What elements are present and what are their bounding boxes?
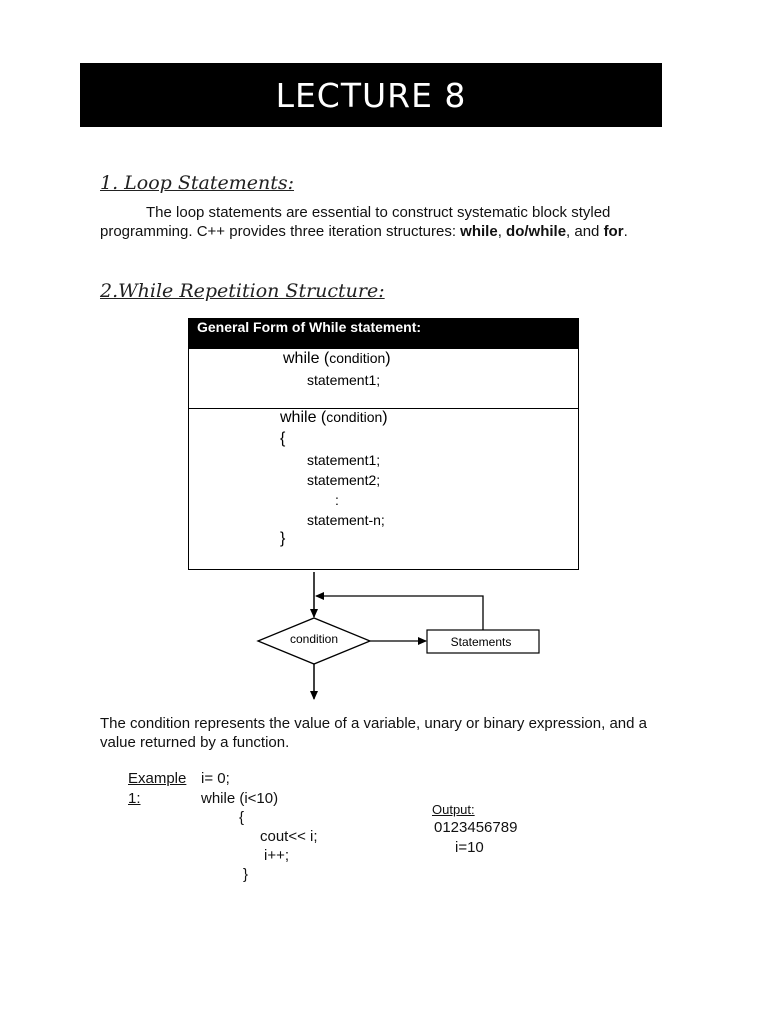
separator: , [497, 223, 507, 240]
flow-loop-back-arrow [316, 596, 483, 630]
section-heading-loop-statements: 1. Loop Statements: [100, 172, 295, 194]
form1-statement: statement1; [307, 372, 381, 388]
keyword-do-while: do/while [506, 223, 567, 240]
example-code-line-2: while (i<10) [201, 790, 279, 807]
close-brace: } [280, 530, 286, 547]
lecture-title-text: LECTURE 8 [275, 75, 467, 115]
output-final-value: i=10 [455, 839, 484, 856]
statements-label: Statements [450, 635, 512, 649]
close-paren: ) [385, 350, 391, 367]
condition-label: condition [289, 632, 339, 646]
keyword-while: while [460, 223, 498, 240]
form2-statement1: statement1; [307, 452, 381, 468]
intro-text: The loop statements are essential to construct systematic block styled programming. C++ provides three iteration structures: [100, 204, 611, 240]
while-keyword: while ( [283, 350, 330, 367]
example-code-line-3: { [239, 809, 245, 826]
condition-text: condition [326, 409, 383, 425]
example-number: 1: [128, 790, 141, 807]
period: . [623, 223, 628, 240]
example-code-line-4: cout<< i; [260, 828, 318, 845]
section-heading-while-structure: 2.While Repetition Structure: [100, 280, 385, 302]
example-code-line-1: i= 0; [201, 770, 230, 787]
example-label: Example [128, 770, 187, 787]
separator: , and [566, 223, 604, 240]
form2-ellipsis-dots: : [335, 492, 339, 508]
example-code-line-6: } [243, 866, 249, 883]
open-brace: { [280, 430, 286, 447]
output-label: Output: [432, 802, 475, 817]
condition-description: The condition represents the value of a variable, unary or binary expression, and a value returned by a function. [100, 715, 647, 751]
condition-text: condition [329, 350, 386, 366]
form2-statement2: statement2; [307, 472, 381, 488]
while-keyword: while ( [280, 409, 327, 426]
keyword-for: for [603, 223, 624, 240]
example-code-line-5: i++; [264, 847, 290, 864]
form2-statement-n: statement-n; [307, 512, 385, 528]
close-paren: ) [382, 409, 388, 426]
general-form-title: General Form of While statement: [189, 319, 578, 349]
output-digits: 0123456789 [434, 819, 518, 836]
